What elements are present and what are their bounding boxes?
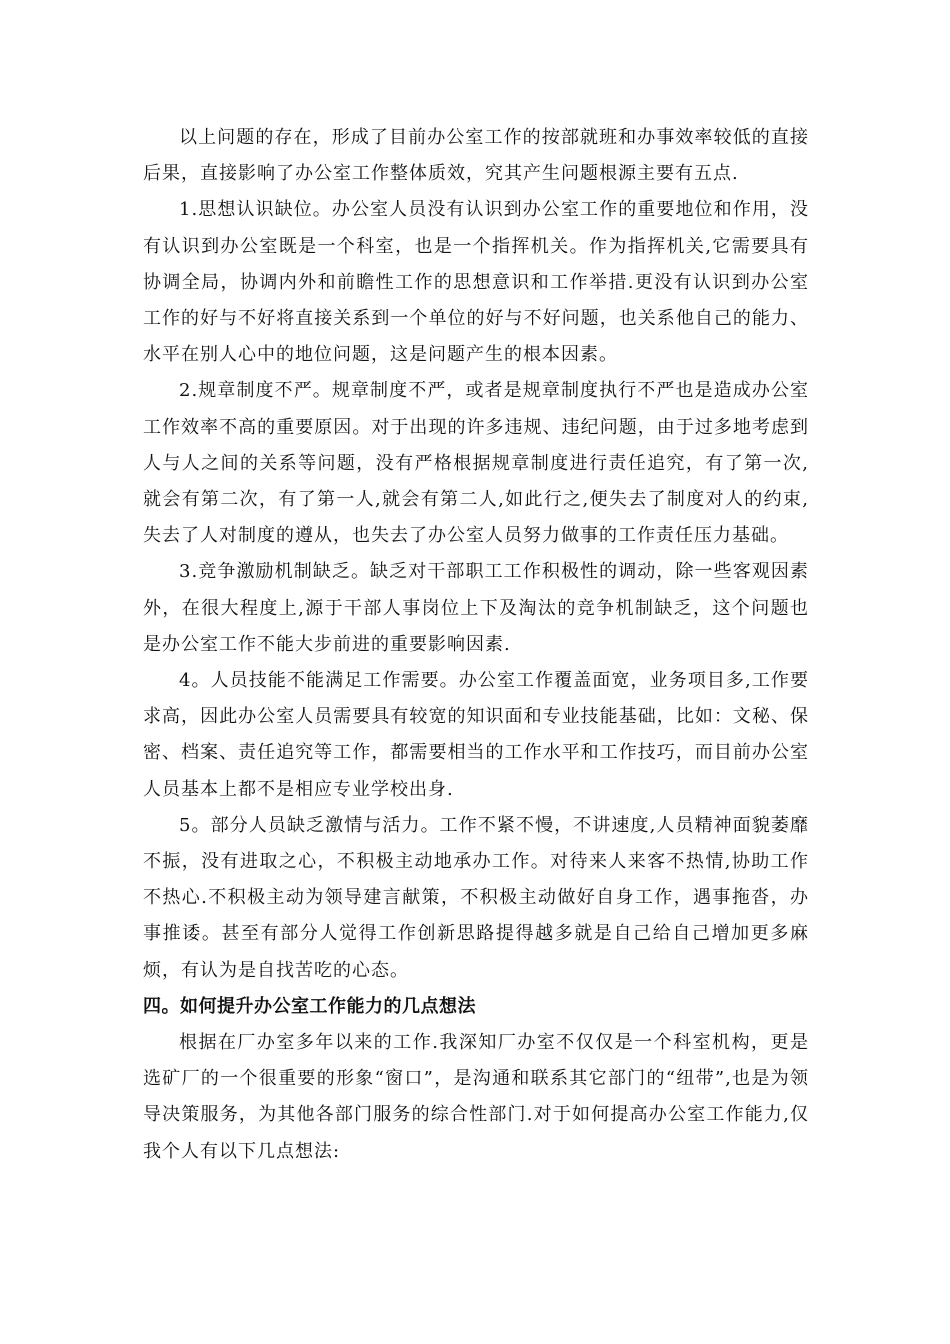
intro-paragraph: 以上问题的存在，形成了目前办公室工作的按部就班和办事效率较低的直接后果，直接影响了办公室工作整体质效，究其产生问题根源主要有五点.	[143, 127, 809, 185]
cause-5-paragraph: 5。部分人员缺乏激情与活力。工作不紧不慢，不讲速度,人员精神面貌萎靡不振，没有进取之心，不积极主动地承办工作。对待来人来客不热情,协助工作不热心.不积极主动为领导建言献策，不积极主动做好自身工作，遇事拖沓，办事推诿。甚至有部分人觉得工作创新思路提得越多就是自己给自己增加更多麻烦，有认为是自找苦吃的心态。	[143, 814, 809, 981]
closing-paragraph: 根据在厂办室多年以来的工作.我深知厂办室不仅仅是一个科室机构，更是选矿厂的一个很重要的形象“窗口”，是沟通和联系其它部门的“纽带”,也是为领导决策服务，为其他各部门服务的综合性部门.对于如何提高办公室工作能力,仅我个人有以下几点想法:	[143, 1032, 809, 1162]
cause-4-paragraph: 4。人员技能不能满足工作需要。办公室工作覆盖面宽，业务项目多,工作要求高，因此办公室人员需要具有较宽的知识面和专业技能基础，比如：文秘、保密、档案、责任追究等工作，都需要相当的工作水平和工作技巧，而目前办公室人员基本上都不是相应专业学校出身.	[143, 670, 809, 800]
document-body	[143, 120, 809, 1170]
section-heading: 四。如何提升办公室工作能力的几点想法	[143, 995, 476, 1017]
cause-3-paragraph: 3.竞争激励机制缺乏。缺乏对干部职工工作积极性的调动，除一些客观因素外，在很大程度上,源于干部人事岗位上下及淘汰的竞争机制缺乏，这个问题也是办公室工作不能大步前进的重要影响因素.	[143, 561, 809, 655]
cause-2-paragraph: 2.规章制度不严。规章制度不严，或者是规章制度执行不严也是造成办公室工作效率不高的重要原因。对于出现的许多违规、违纪问题，由于过多地考虑到人与人之间的关系等问题，没有严格根据规章制度进行责任追究，有了第一次,就会有第二次，有了第一人,就会有第二人,如此行之,便失去了制度对人的约束,失去了人对制度的遵从，也失去了办公室人员努力做事的工作责任压力基础。	[143, 380, 809, 547]
cause-1-paragraph: 1.思想认识缺位。办公室人员没有认识到办公室工作的重要地位和作用，没有认识到办公室既是一个科室，也是一个指挥机关。作为指挥机关,它需要具有协调全局，协调内外和前瞻性工作的思想意识和工作举措.更没有认识到办公室工作的好与不好将直接关系到一个单位的好与不好问题，也关系他自己的能力、水平在别人心中的地位问题，这是问题产生的根本因素。	[143, 199, 809, 366]
